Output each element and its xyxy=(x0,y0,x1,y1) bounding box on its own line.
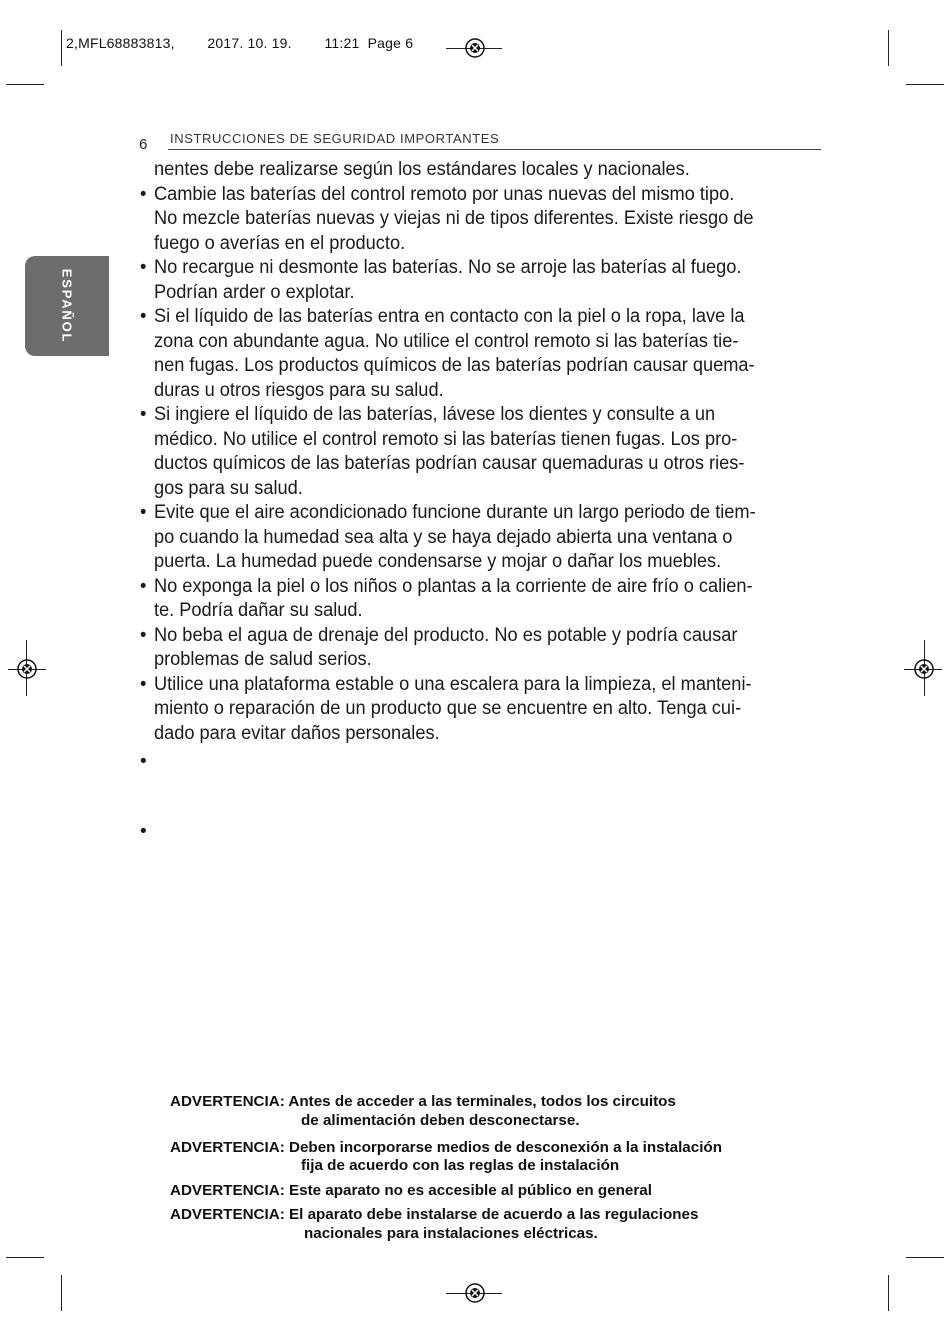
warning-4 xyxy=(170,1205,698,1243)
crop-mark xyxy=(906,1257,944,1258)
registration-mark-icon xyxy=(913,658,935,680)
bullet-item-continuation: fuego o averías en el producto. xyxy=(153,231,406,254)
crop-mark xyxy=(888,1275,889,1311)
slug-file: 2,MFL68883813, xyxy=(66,35,175,51)
crop-mark xyxy=(888,30,889,66)
slug-date: 2017. 10. 19. xyxy=(207,35,292,51)
bullet-item-continuation: dado para evitar daños personales. xyxy=(153,721,440,744)
bullet-item: • Si el líquido de las baterías entra en contacto con la piel o la ropa, lave la xyxy=(140,304,830,329)
warning-label: ADVERTENCIA: xyxy=(170,1093,285,1110)
bullet-item-continuation: nen fugas. Los productos químicos de las baterías podrían causar quema- xyxy=(153,354,755,376)
empty-bullet: • xyxy=(140,821,147,842)
crop-mark xyxy=(61,1275,62,1311)
crop-mark xyxy=(6,84,44,85)
bullet-item: • Cambie las baterías del control remoto por unas nuevas del mismo tipo. xyxy=(140,182,830,207)
language-tab xyxy=(25,256,109,356)
bullet-item-continuation: problemas de salud serios. xyxy=(153,648,372,670)
warning-text-line2: fija de acuerdo con las reglas de instalación xyxy=(301,1157,620,1174)
bullet-list xyxy=(140,182,830,746)
running-head: INSTRUCCIONES DE SEGURIDAD IMPORTANTES xyxy=(170,131,500,146)
bullet-item-continuation: miento o reparación de un producto que se encuentre en alto. Tenga cui- xyxy=(153,697,742,719)
bullet-item-continuation: te. Podría dañar su salud. xyxy=(153,599,363,621)
intro-continuation: nentes debe realizarse según los estándares locales y nacionales. xyxy=(153,158,690,180)
warning-label: ADVERTENCIA: xyxy=(170,1206,285,1223)
registration-mark-icon xyxy=(464,1282,486,1304)
warning-label: ADVERTENCIA: xyxy=(170,1139,285,1156)
registration-mark-icon xyxy=(464,37,486,59)
bullet-item: • No exponga la piel o los niños o plantas a la corriente de aire frío o calien- xyxy=(140,574,830,599)
header-rule xyxy=(168,149,821,150)
bullet-item: • No recargue ni desmonte las baterías. No se arroje las baterías al fuego. xyxy=(140,255,830,280)
warning-text-line2: de alimentación deben desconectarse. xyxy=(301,1112,580,1129)
safety-instructions-body xyxy=(140,157,830,745)
warning-label: ADVERTENCIA: xyxy=(170,1182,285,1199)
bullet-item-continuation: gos para su salud. xyxy=(153,476,303,499)
bullet-item-continuation: médico. No utilice el control remoto si las baterías tienen fugas. Los pro- xyxy=(153,427,738,450)
crop-mark xyxy=(906,84,944,85)
warning-text-line2: nacionales para instalaciones eléctricas. xyxy=(304,1225,598,1242)
warning-text: Antes de acceder a las terminales, todos los circuitos xyxy=(288,1093,676,1110)
bullet-item-continuation: puerta. La humedad puede condensarse y mojar o dañar los muebles. xyxy=(153,550,722,572)
warning-text: Este aparato no es accesible al público en general xyxy=(289,1182,652,1199)
bullet-item-continuation: po cuando la humedad sea alta y se haya dejado abierta una ventana o xyxy=(153,525,733,548)
warning-1 xyxy=(170,1092,676,1130)
printer-slug xyxy=(66,35,413,51)
crop-mark xyxy=(6,1257,44,1258)
bullet-item: • Utilice una plataforma estable o una escalera para la limpieza, el manteni- xyxy=(140,672,830,697)
warning-text: El aparato debe instalarse de acuerdo a las regulaciones xyxy=(289,1206,699,1223)
bullet-item: • No beba el agua de drenaje del producto. No es potable y podría causar xyxy=(140,623,830,648)
bullet-item: • Evite que el aire acondicionado funcione durante un largo periodo de tiem- xyxy=(140,500,830,525)
warning-2 xyxy=(170,1138,722,1175)
bullet-item-continuation: ductos químicos de las baterías podrían causar quemaduras u otros ries- xyxy=(153,452,745,474)
empty-bullet: • xyxy=(140,751,147,772)
bullet-item: • Si ingiere el líquido de las baterías, lávese los dientes y consulte a un xyxy=(140,402,830,427)
bullet-item-continuation: No mezcle baterías nuevas y viejas ni de tipos diferentes. Existe riesgo de xyxy=(153,207,754,229)
page-number: 6 xyxy=(139,136,148,153)
language-tab-label: ESPAÑOL xyxy=(59,268,75,344)
warning-text: Deben incorporarse medios de desconexión a la instalación xyxy=(289,1139,722,1156)
bullet-item-continuation: Podrían arder o explotar. xyxy=(153,280,355,303)
warning-3 xyxy=(170,1181,652,1200)
bullet-item-continuation: zona con abundante agua. No utilice el control remoto si las baterías tie- xyxy=(153,329,739,352)
bullet-item-continuation: duras u otros riesgos para su salud. xyxy=(153,378,444,401)
slug-time: 11:21 xyxy=(324,35,360,51)
registration-mark-icon xyxy=(16,658,38,680)
crop-mark xyxy=(61,30,62,66)
slug-page: Page 6 xyxy=(367,35,414,51)
